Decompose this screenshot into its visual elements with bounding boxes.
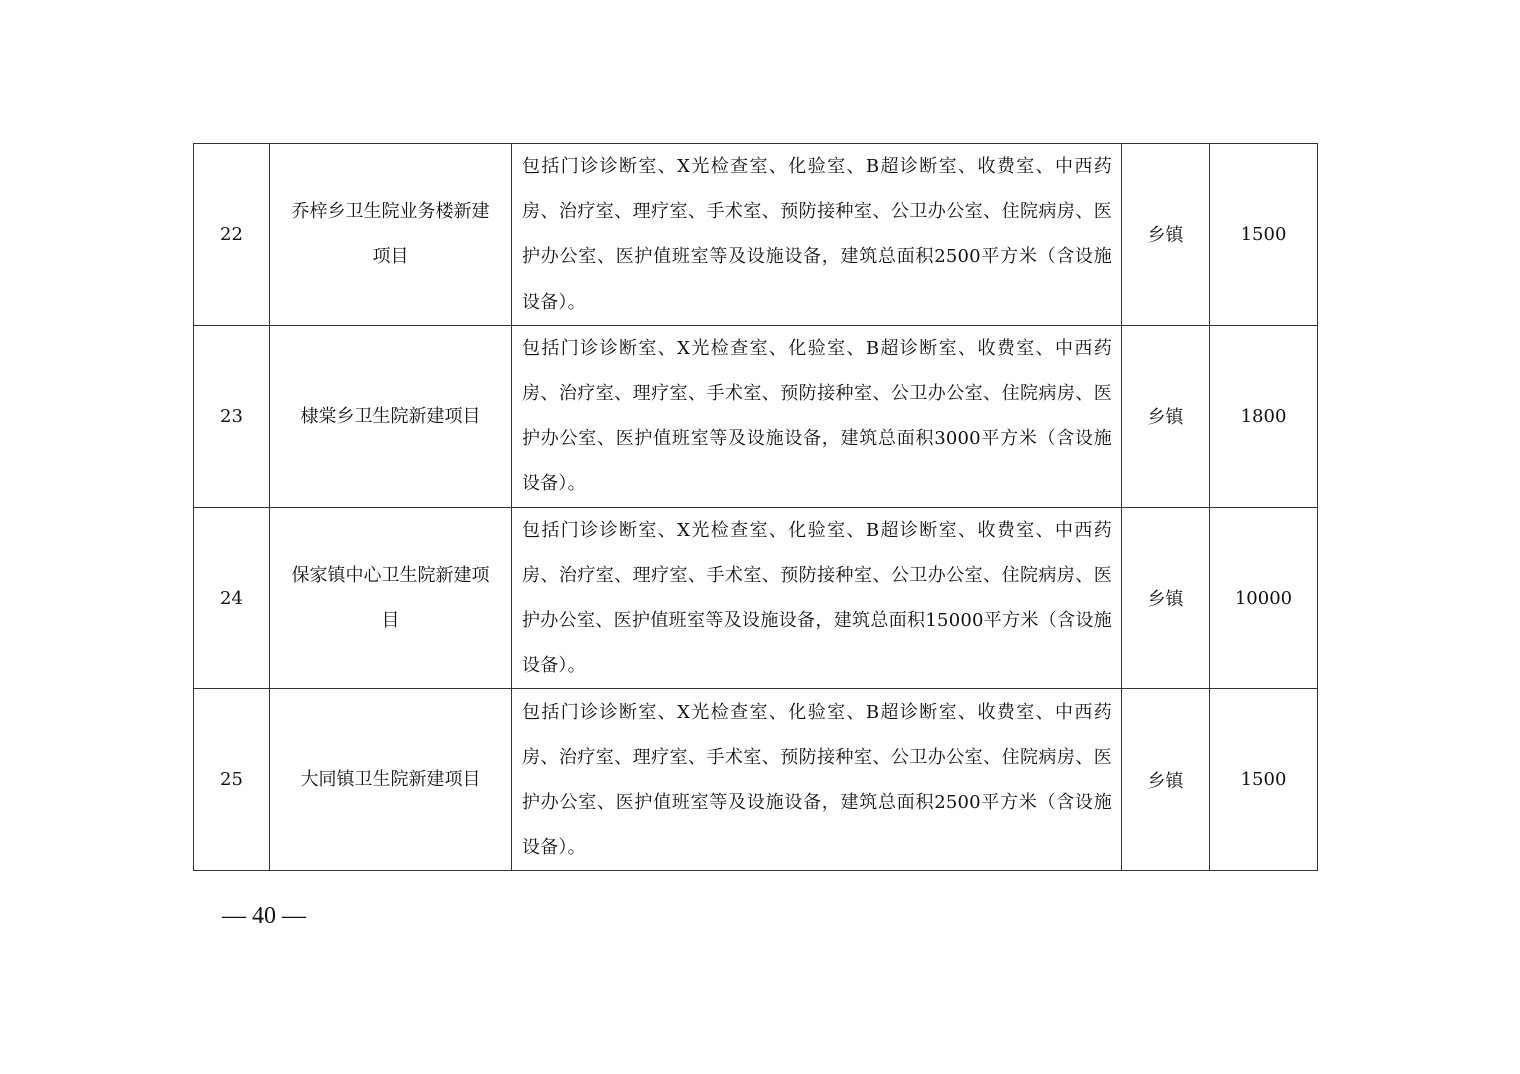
project-amount: 1500: [1210, 144, 1318, 326]
project-name: 保家镇中心卫生院新建项目: [270, 507, 512, 689]
project-content: 包括门诊诊断室、X光检查室、化验室、B超诊断室、收费室、中西药房、治疗室、理疗室、手术室、预防接种室、公卫办公室、住院病房、医护办公室、医护值班室等及设施设备，建筑总面积2500平方米（含设施设备）。: [512, 144, 1122, 326]
table-row: [194, 144, 1318, 326]
project-amount: 1800: [1210, 325, 1318, 507]
project-type: 乡镇: [1122, 689, 1210, 871]
project-amount: 10000: [1210, 507, 1318, 689]
project-name: 棣棠乡卫生院新建项目: [270, 325, 512, 507]
project-content: 包括门诊诊断室、X光检查室、化验室、B超诊断室、收费室、中西药房、治疗室、理疗室、手术室、预防接种室、公卫办公室、住院病房、医护办公室、医护值班室等及设施设备，建筑总面积15000平方米（含设施设备）。: [512, 507, 1122, 689]
row-number: 25: [194, 689, 270, 871]
project-type: 乡镇: [1122, 507, 1210, 689]
row-number: 24: [194, 507, 270, 689]
page-number: — 40 —: [222, 903, 306, 929]
project-table: [193, 143, 1318, 871]
project-type: 乡镇: [1122, 144, 1210, 326]
project-content: 包括门诊诊断室、X光检查室、化验室、B超诊断室、收费室、中西药房、治疗室、理疗室、手术室、预防接种室、公卫办公室、住院病房、医护办公室、医护值班室等及设施设备，建筑总面积2500平方米（含设施设备）。: [512, 689, 1122, 871]
project-name: 乔梓乡卫生院业务楼新建项目: [270, 144, 512, 326]
table-row: [194, 325, 1318, 507]
row-number: 23: [194, 325, 270, 507]
project-name: 大同镇卫生院新建项目: [270, 689, 512, 871]
project-type: 乡镇: [1122, 325, 1210, 507]
table-row: [194, 507, 1318, 689]
row-number: 22: [194, 144, 270, 326]
project-content: 包括门诊诊断室、X光检查室、化验室、B超诊断室、收费室、中西药房、治疗室、理疗室、手术室、预防接种室、公卫办公室、住院病房、医护办公室、医护值班室等及设施设备，建筑总面积3000平方米（含设施设备）。: [512, 325, 1122, 507]
project-amount: 1500: [1210, 689, 1318, 871]
table-row: [194, 689, 1318, 871]
